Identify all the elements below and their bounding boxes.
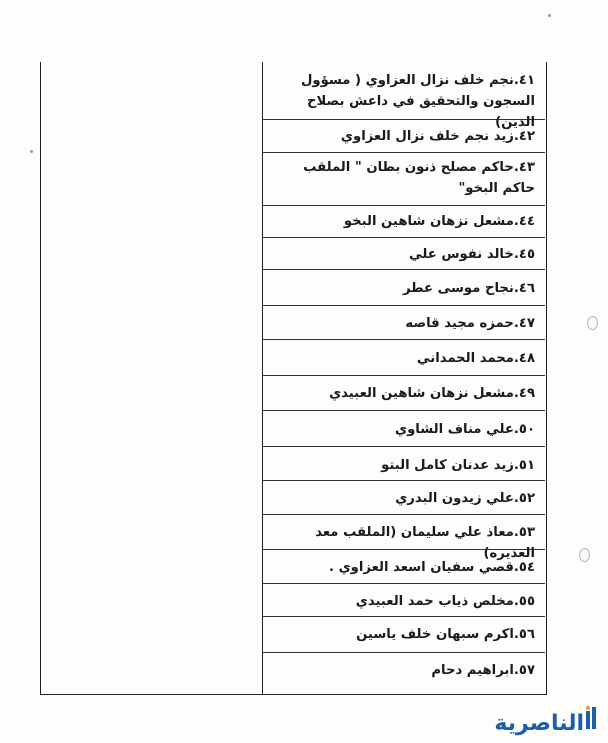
punch-hole-mark xyxy=(587,316,598,330)
item-number-separator: . xyxy=(513,129,519,144)
item-number: ٥٦ xyxy=(518,627,535,642)
list-item xyxy=(262,62,545,130)
watermark-logo xyxy=(474,709,602,739)
item-number: ٤١ xyxy=(518,73,535,88)
item-number-separator: . xyxy=(513,594,519,609)
scan-speck xyxy=(548,14,551,17)
scan-speck xyxy=(30,150,33,153)
list-item xyxy=(262,617,545,653)
item-number-separator: . xyxy=(513,663,519,678)
item-number-separator: . xyxy=(513,422,519,437)
item-number: ٥٧ xyxy=(518,663,535,678)
item-number-separator: . xyxy=(513,160,519,175)
item-name: نجاح موسى عطر xyxy=(402,281,514,296)
item-number: ٥١ xyxy=(518,458,535,473)
item-name: نجم خلف نزال العزاوي ( مسؤول السجون والتحقيق في داعش بصلاح الدين) xyxy=(300,73,535,130)
punch-hole-mark xyxy=(579,548,590,562)
item-number: ٤٥ xyxy=(518,247,535,262)
item-name: مشعل نزهان شاهين البخو xyxy=(343,214,514,229)
watermark-text: الناصرية xyxy=(494,711,584,736)
item-name: اكرم سبهان خلف ياسين xyxy=(356,627,514,642)
list-item xyxy=(262,481,545,515)
item-number: ٤٢ xyxy=(518,129,535,144)
list-item xyxy=(262,584,545,617)
item-name: قصي سفيان اسعد العزاوي . xyxy=(329,560,514,575)
list-item xyxy=(262,120,545,153)
item-number: ٥٠ xyxy=(518,422,535,437)
item-number: ٤٨ xyxy=(518,351,535,366)
item-number: ٥٣ xyxy=(518,525,535,540)
item-number: ٥٥ xyxy=(518,594,535,609)
item-number: ٤٤ xyxy=(518,214,535,229)
list-item xyxy=(262,206,545,238)
item-number-separator: . xyxy=(513,316,519,331)
item-number-separator: . xyxy=(513,351,519,366)
item-number-separator: . xyxy=(513,525,519,540)
logo-mark-icon xyxy=(584,705,598,731)
item-number-separator: . xyxy=(513,386,519,401)
item-name: علي مناف الشاوي xyxy=(395,422,514,437)
list-item xyxy=(262,376,545,411)
list-item xyxy=(262,515,545,561)
list-item xyxy=(262,411,545,447)
item-number-separator: . xyxy=(513,560,519,575)
item-name: مشعل نزهان شاهين العبيدي xyxy=(329,386,514,401)
item-number-separator: . xyxy=(513,73,519,88)
item-number-separator: . xyxy=(513,214,519,229)
item-number-separator: . xyxy=(513,247,519,262)
list-item xyxy=(262,153,545,206)
item-name: خالد نفوس علي xyxy=(409,247,514,262)
list-item xyxy=(262,550,545,584)
item-name: محمد الحمداني xyxy=(416,351,514,366)
item-name: علي زيدون البدري xyxy=(395,491,514,506)
item-name: حمزه مجيد قاصه xyxy=(405,316,514,331)
item-name: ابراهيم دحام xyxy=(431,663,514,678)
item-number: ٤٣ xyxy=(518,160,535,175)
list-item xyxy=(262,447,545,481)
list-item xyxy=(262,270,545,306)
item-number-separator: . xyxy=(513,281,519,296)
item-name: زيد نجم خلف نزال العزاوي xyxy=(340,129,514,144)
item-name: زيد عدنان كامل البتو xyxy=(381,458,514,473)
item-name: حاكم مصلح ذنون بطان " الملقب حاكم البخو" xyxy=(303,160,535,196)
item-number: ٤٩ xyxy=(518,386,535,401)
item-number: ٥٤ xyxy=(518,560,535,575)
item-number: ٤٦ xyxy=(518,281,535,296)
item-number: ٤٧ xyxy=(518,316,535,331)
item-name: معاذ علي سليمان (الملقب معد العذيره) xyxy=(315,525,535,561)
list-item xyxy=(262,653,545,694)
list-item xyxy=(262,340,545,376)
item-number-separator: . xyxy=(513,491,519,506)
list-item xyxy=(262,238,545,270)
list-item xyxy=(262,306,545,340)
item-number-separator: . xyxy=(513,627,519,642)
item-name: مخلص ذياب حمد العبيدي xyxy=(355,594,514,609)
item-number: ٥٢ xyxy=(518,491,535,506)
item-number-separator: . xyxy=(513,458,519,473)
